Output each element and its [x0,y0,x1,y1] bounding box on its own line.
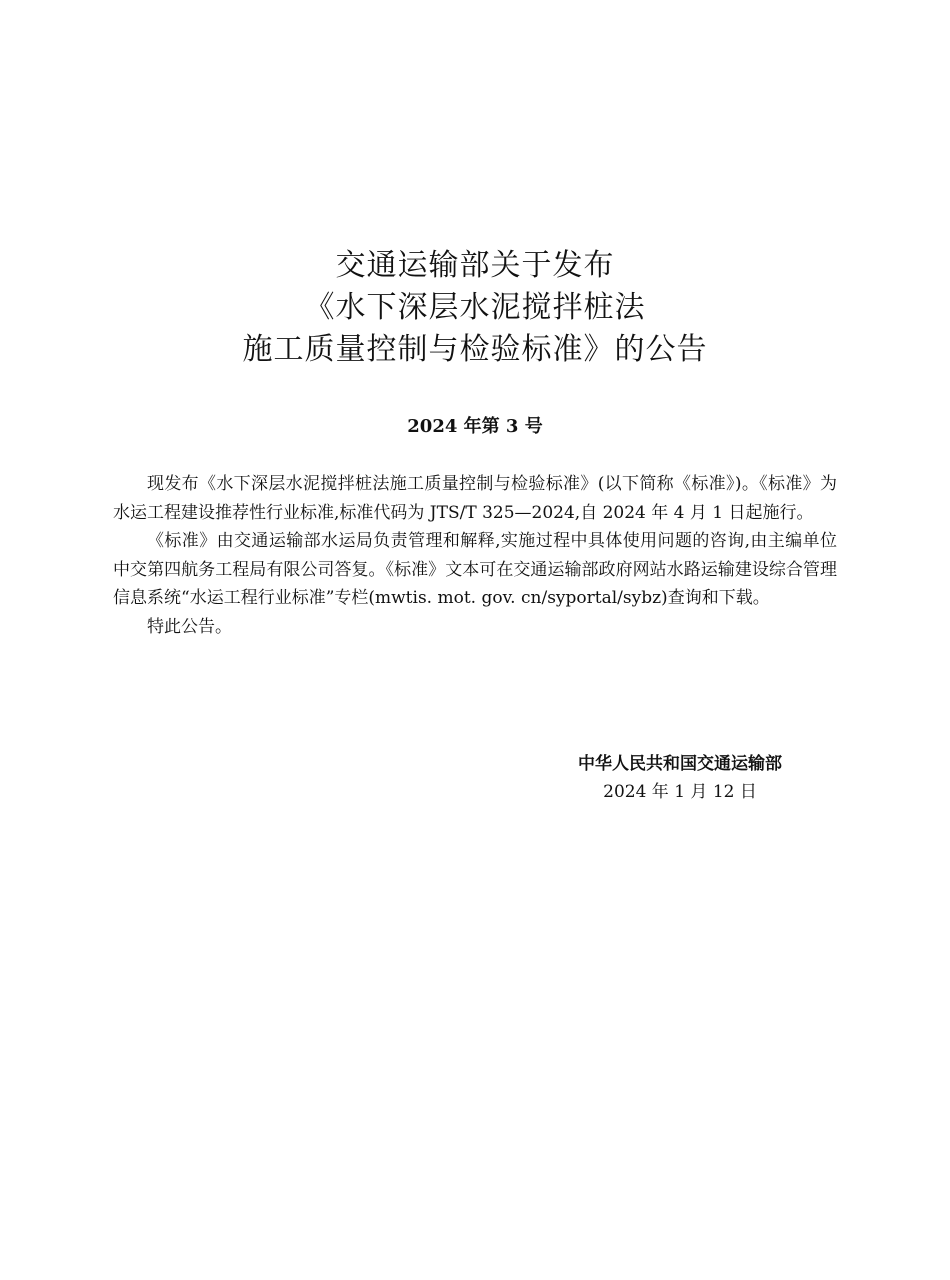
title-line-3: 施工质量控制与检验标准》的公告 [242,332,708,367]
title-line-1: 交通运输部关于发布 [335,248,615,283]
paragraph-publication: 现发布《水下深层水泥搅拌桩法施工质量控制与检验标准》(以下简称《标准》)。《标准》为水运工程建设推荐性行业标准,标准代码为 JTS/T 325—2024,自 2024 年 4 月 1 日起施行。 [113,474,837,523]
paragraph-management: 《标准》由交通运输部水运局负责管理和解释,实施过程中具体使用问题的咨询,由主编单位中交第四航务工程局有限公司答复。《标准》文本可在交通运输部政府网站水路运输建设综合管理信息系统“水运工程行业标准”专栏(mwtis. mot. gov. cn/syportal/sybz)查询和下载。 [113,531,837,608]
announcement-body [113,470,837,641]
issue-date: 2024 年 1 月 12 日 [603,782,757,802]
title-line-2: 《水下深层水泥搅拌桩法 [304,290,646,325]
announcement-title [0,245,950,371]
issuing-organization: 中华人民共和国交通运输部 [578,754,782,774]
signature-block [560,750,800,806]
paragraph-closing: 特此公告。 [147,616,232,637]
document-number: 2024 年第 3 号 [407,416,543,437]
